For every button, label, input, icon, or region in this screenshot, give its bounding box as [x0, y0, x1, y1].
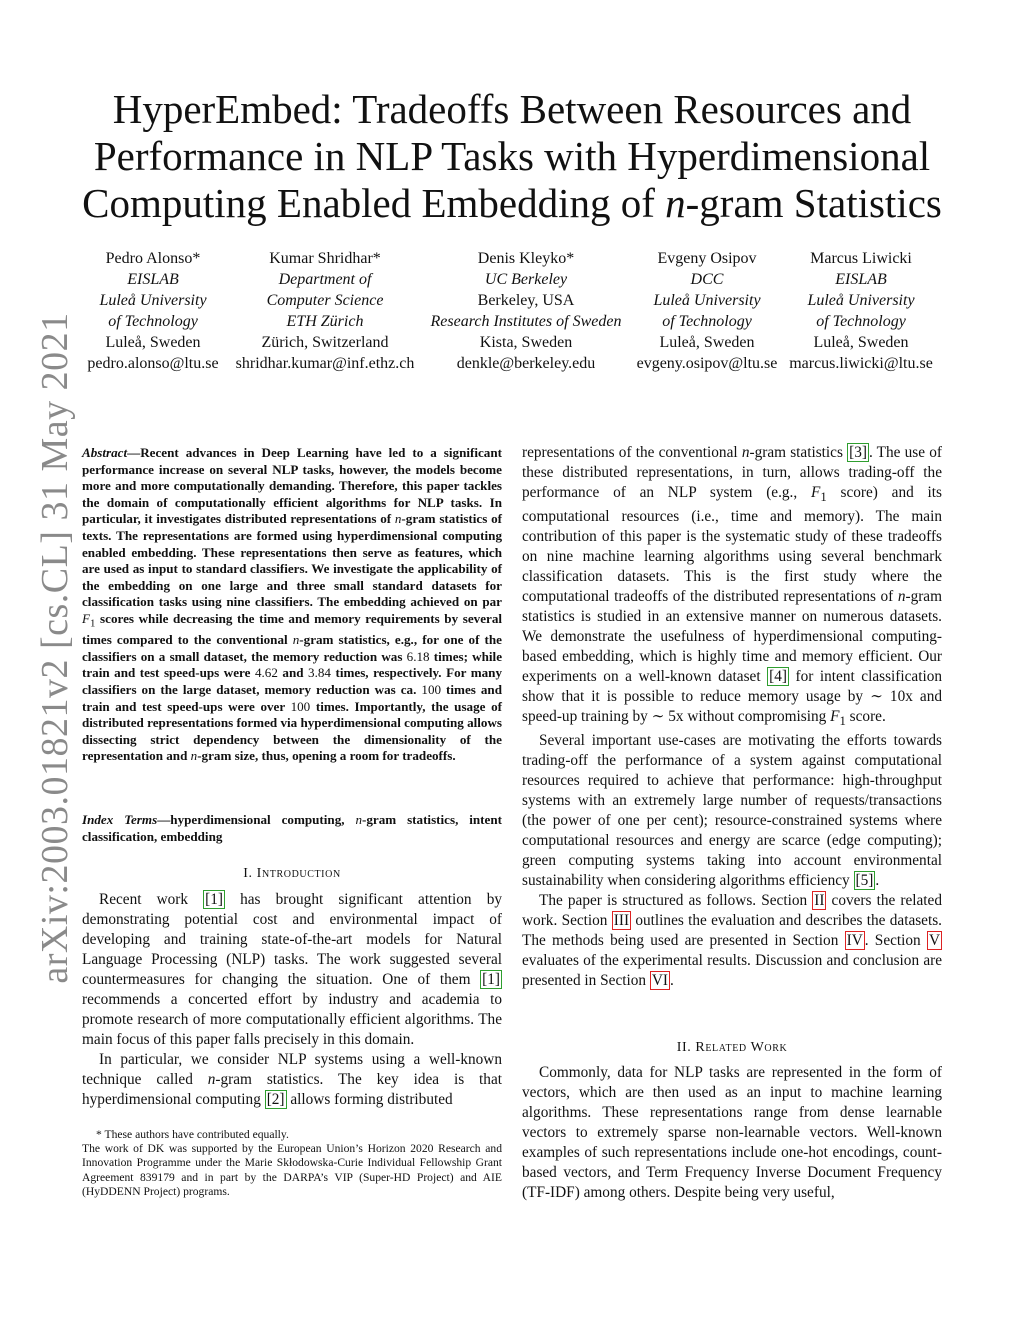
author-name: Denis Kleyko* [477, 250, 575, 267]
math-n: n [207, 1071, 216, 1088]
math-n: n [665, 180, 686, 226]
abstract-text: times. Importantly, the usage of distributed representations formed via hyperdimensional computing allows dissecting strict dependency between the dimensionality of the representation and [82, 698, 502, 764]
citation-link[interactable]: [5] [855, 872, 874, 890]
text: has brought significant attention by demonstrating potential cost and environmental impact of developing and training state-of-the-art models for Natural Language Processing (NLP) tasks. The work suggested several countermeasures for changing the situation. One of them [82, 891, 502, 988]
section-link[interactable]: III [613, 912, 630, 930]
abstract-text: times; while train and test speed-ups were [82, 648, 503, 681]
author-location: Zürich, Switzerland [261, 334, 389, 351]
citation-link[interactable]: [1] [205, 891, 223, 908]
index-terms-text: —hyperdimensional computing, [157, 812, 356, 827]
math-f: F [82, 610, 90, 626]
text: and speed-up training by [522, 688, 942, 726]
author-affiliation: Luleå University [807, 292, 915, 309]
title-line-3 [70, 180, 954, 227]
text: Several important use-cases are motivating the efforts towards trading-off the performance of a system against computational resources required to achieve that performance: high-throughput systems with an extremely large number of requests/transactions (the power of one per cent); resource-constrained systems where computational resources and energy are scarce (edge computing); green computing systems taking into account environmental sustainability when considering algorithms efficiency [522, 732, 942, 890]
author-affiliation: Luleå University [653, 292, 761, 309]
author-affiliation: of Technology [816, 313, 906, 330]
text: score. [845, 708, 886, 726]
text: representations of the conventional [522, 444, 742, 461]
text: . [875, 872, 880, 890]
text: -gram statistics. The key idea is that hyperdimensional computing [82, 1071, 502, 1108]
abstract-text: scores while decreasing the time and memory requirements by several times compared to the conventional [82, 610, 502, 648]
text: covers the related work. Section [522, 892, 942, 930]
author-email: pedro.alonso@ltu.se [87, 355, 219, 372]
abstract-text: -gram statistics of texts. The representations are formed using hyperdimensional computing enabled embedding. These representations then serve as features, which are used as input to standard classifiers. We investigate the applicability of the embedding on one large and three small standard datasets for classification tasks using nine classifiers. The embedding achieved on par [82, 511, 502, 610]
arxiv-id: arXiv:2003.01821v2 [cs.CL] 31 May 2021 [34, 311, 76, 984]
citation-link[interactable]: [3] [849, 444, 867, 461]
index-terms-text: -gram statistics, intent classification, embedding [82, 812, 502, 844]
section-link[interactable]: VI [651, 972, 669, 990]
author-name: Evgeny Osipov [657, 250, 757, 267]
text: . The use of these distributed representations, in turn, allows trading-off the performance of an NLP system (e.g., [522, 444, 942, 501]
title-line-1: HyperEmbed: Tradeoffs Between Resources and [112, 86, 912, 132]
abstract-text: -gram size, thus, opening a room for tradeoffs. [197, 748, 456, 764]
abstract-text: times, respectively. For many classifiers on the large dataset, memory reduction was ca. [82, 665, 503, 697]
author-name: Marcus Liwicki [810, 250, 912, 267]
title-line-2: Performance in NLP Tasks with Hyperdimensional [93, 133, 931, 179]
author-location: Luleå, Sweden [659, 334, 755, 351]
abstract-label: Abstract [82, 445, 128, 460]
abstract [82, 445, 502, 765]
footnotes [82, 1128, 502, 1199]
text: recommends a concerted effort by industry and academia to promote research of more computationally efficient algorithms. The main focus of this paper falls precisely in this domain. [82, 991, 502, 1048]
abstract-text: times and train and test speed-ups were over [82, 681, 502, 714]
author-location: Kista, Sweden [479, 334, 573, 351]
citation-link[interactable]: [4] [769, 668, 787, 686]
paragraph [522, 731, 942, 891]
author-email: shridhar.kumar@inf.ethz.ch [235, 355, 415, 372]
author-email: evgeny.osipov@ltu.se [636, 355, 778, 372]
text: without compromising [683, 708, 831, 726]
author-block [82, 248, 224, 374]
citation-link[interactable]: [1] [482, 971, 500, 988]
math-sub: 1 [820, 490, 827, 505]
number: 6.18 [406, 648, 430, 664]
abstract-text: and [277, 665, 309, 681]
section-heading-introduction: I. Introduction [243, 866, 341, 881]
paragraph [522, 443, 942, 731]
abstract-text: -gram statistics, e.g., for one of the classifiers on a small dataset, the memory reduction was [82, 632, 502, 664]
title-text: -gram Statistics [685, 180, 942, 226]
text: Recent work [99, 891, 204, 908]
math-n: n [741, 444, 750, 461]
math-n: n [897, 588, 906, 606]
math-f: F [811, 484, 821, 501]
number: 100 [290, 698, 311, 714]
author-affiliation: DCC [690, 271, 724, 288]
number: 4.62 [254, 665, 278, 681]
author-location: Luleå, Sweden [813, 334, 909, 351]
author-name: Pedro Alonso* [105, 250, 201, 267]
math-sub: 1 [90, 617, 96, 630]
right-column-body [522, 443, 942, 991]
text: score) and its computational resources (i.e., time and memory). The main contribution of this paper is the systematic study of these tradeoffs on nine machine learning algorithms using several benchmark classification datasets. This is the first study where the computational tradeoffs of the distributed representations of [522, 484, 942, 606]
author-affiliation: ETH Zürich [286, 313, 364, 330]
math-value: ∼ 10x [870, 688, 913, 706]
related-work-body [522, 1063, 942, 1203]
section-heading-related-work: II. Related Work [676, 1040, 788, 1055]
author-block [232, 248, 418, 374]
math-n: n [292, 632, 300, 648]
introduction-body [82, 890, 502, 1110]
author-affiliation: UC Berkeley [484, 271, 568, 288]
title-text: Computing Enabled Embedding of [82, 180, 666, 226]
paragraph [82, 890, 502, 1050]
paragraph [82, 1050, 502, 1110]
text: The paper is structured as follows. Section [539, 892, 813, 910]
author-affiliation: EISLAB [127, 271, 179, 288]
text: allows forming distributed [286, 1091, 453, 1108]
section-link[interactable]: IV [846, 932, 863, 950]
index-terms-label: Index Terms [82, 812, 158, 827]
math-value: ∼ 5x [651, 708, 684, 726]
footnote: * These authors have contributed equally. [96, 1128, 289, 1141]
text: -gram statistics [749, 444, 848, 461]
math-n: n [190, 748, 198, 764]
paragraph [522, 891, 942, 991]
author-affiliation: of Technology [662, 313, 752, 330]
text: for intent classification show that it is possible to reduce memory usage by [522, 668, 942, 706]
author-affiliation: Research Institutes of Sweden [430, 313, 622, 330]
paragraph: Commonly, data for NLP tasks are represented in the form of vectors, which are then used as an input to machine learning algorithms. These representations range from dense learnable vectors to extremely sparse non-learnable vectors. Well-known examples of such representations include one-hot encodings, count-based vectors, and Term Frequency Inverse Document Frequency (TF-IDF) among others. Despite being very useful, [522, 1064, 942, 1201]
section-link[interactable]: II [814, 892, 825, 910]
author-affiliation: Berkeley, USA [477, 292, 575, 309]
footnote: The work of DK was supported by the European Union’s Horizon 2020 Research and Innovation Programme under the Marie Skłodowska-Curie Individual Fellowship Grant Agreement 839179 and in part by the DARPA’s VIP (Super-HD Project) and AIE (HyDDENN Project) programs. [82, 1142, 502, 1198]
text: . Section [864, 932, 927, 950]
author-affiliation: Department of [278, 271, 372, 288]
author-email: denkle@berkeley.edu [456, 355, 596, 372]
author-block [786, 248, 936, 374]
text: . [670, 972, 674, 990]
author-block [634, 248, 780, 374]
author-location: Luleå, Sweden [105, 334, 201, 351]
math-n: n [355, 812, 362, 827]
arxiv-stamp [25, 311, 85, 984]
author-affiliation: of Technology [108, 313, 198, 330]
math-n: n [394, 511, 402, 527]
citation-link[interactable]: [2] [266, 1091, 285, 1108]
section-link[interactable]: V [928, 932, 940, 950]
math-sub: 1 [839, 714, 846, 729]
author-block [424, 248, 628, 374]
number: 3.84 [308, 665, 331, 681]
number: 100 [421, 681, 442, 697]
text: outlines the evaluation and describes the datasets. The methods being used are presented in Section [522, 912, 942, 950]
author-affiliation: Computer Science [266, 292, 384, 309]
index-terms [82, 812, 502, 845]
abstract-text: —Recent advances in Deep Learning have led to a significant performance increase on several NLP tasks, however, the models become more and more computationally demanding. Therefore, this paper tackles the domain of computationally efficient algorithms for NLP tasks. In particular, it investigates distributed representations of [82, 445, 502, 527]
paper-title [70, 86, 954, 227]
author-affiliation: EISLAB [835, 271, 887, 288]
text: -gram statistics is studied in an extensive manner on numerous datasets. We demonstrate the usefulness of hyperdimensional computing-based embedding, which is highly time and memory efficient. Our experiments on a well-known dataset [522, 588, 942, 686]
author-email: marcus.liwicki@ltu.se [789, 355, 933, 372]
text: evaluates of the experimental results. Discussion and conclusion are presented in Section [522, 952, 942, 990]
author-affiliation: Luleå University [99, 292, 207, 309]
text: In particular, we consider NLP systems using a well-known technique called [82, 1051, 502, 1088]
author-name: Kumar Shridhar* [269, 250, 381, 267]
math-f: F [830, 708, 840, 726]
